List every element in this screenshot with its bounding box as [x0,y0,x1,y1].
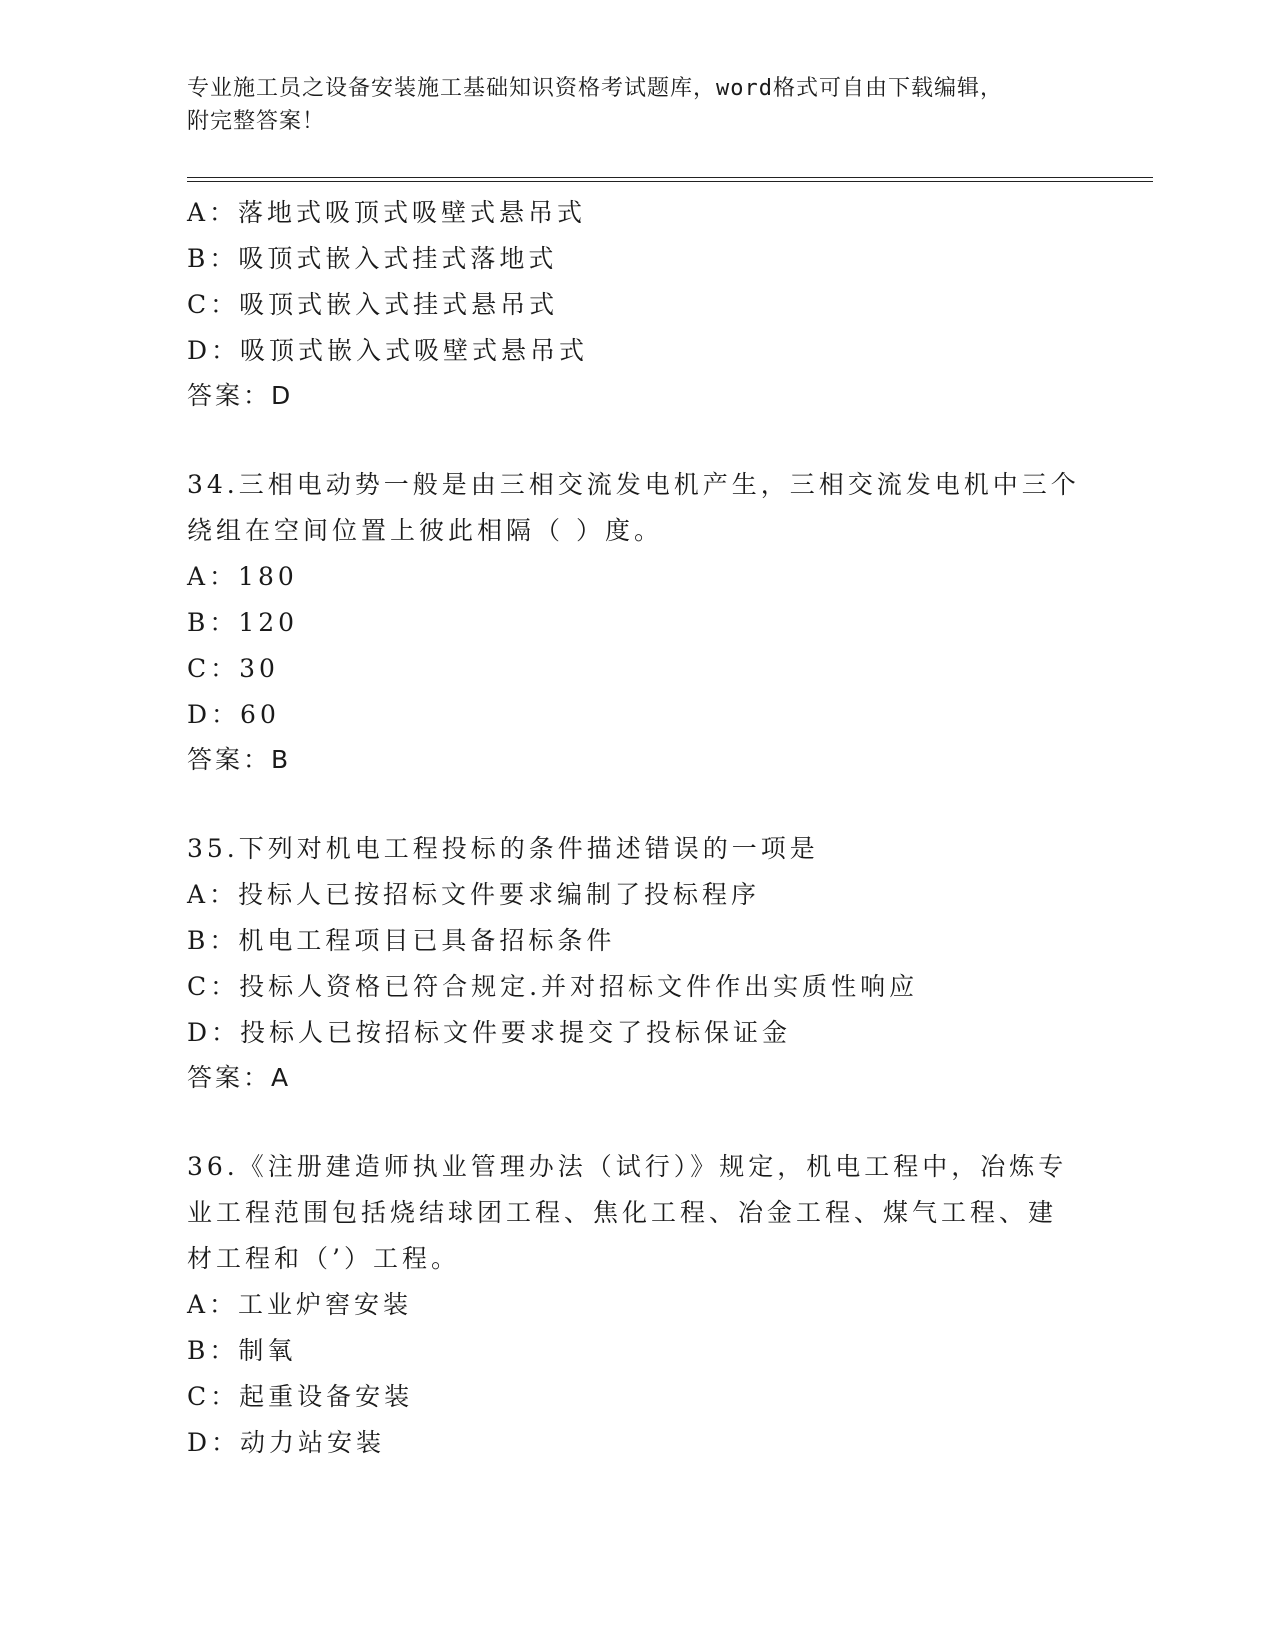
option-a: A：180 [187,562,298,591]
option-b: B：制氧 [187,1336,297,1365]
option-a: A：落地式吸顶式吸壁式悬吊式 [187,198,587,227]
question-34 [187,462,1087,782]
option-d: D：动力站安装 [187,1428,386,1457]
question-33 [187,190,1087,418]
option-d: D：吸顶式嵌入式吸壁式悬吊式 [187,336,589,365]
option-b: B：120 [187,608,299,637]
question-stem-line: 绕组在空间位置上彼此相隔（ ）度。 [187,516,663,545]
answer: 答案：D [187,381,294,410]
option-c: C：起重设备安装 [187,1382,414,1411]
question-stem-line: 35.下列对机电工程投标的条件描述错误的一项是 [187,834,819,863]
header-line-1: 专业施工员之设备安装施工基础知识资格考试题库，word格式可自由下载编辑， [187,76,1003,101]
document-header [187,72,1087,138]
option-b: B：机电工程项目已具备招标条件 [187,926,616,955]
option-d: D：投标人已按招标文件要求提交了投标保证金 [187,1018,792,1047]
question-stem-line: 业工程范围包括烧结球团工程、焦化工程、冶金工程、煤气工程、建 [187,1198,1058,1227]
option-c: C：吸顶式嵌入式挂式悬吊式 [187,290,559,319]
option-b: B：吸顶式嵌入式挂式落地式 [187,244,558,273]
header-line-2: 附完整答案！ [187,109,326,134]
option-c: C：30 [187,654,279,683]
answer: 答案：B [187,745,292,774]
question-35 [187,826,1087,1100]
question-stem-line: 材工程和（’）工程。 [187,1244,460,1273]
option-c: C：投标人资格已符合规定.并对招标文件作出实质性响应 [187,972,919,1001]
option-d: D：60 [187,700,280,729]
header-divider [187,177,1153,182]
question-36 [187,1144,1087,1466]
option-a: A：投标人已按招标文件要求编制了投标程序 [187,880,761,909]
question-stem-line: 34.三相电动势一般是由三相交流发电机产生，三相交流发电机中三个 [187,470,1080,499]
answer: 答案：A [187,1063,292,1092]
question-stem-line: 36.《注册建造师执业管理办法（试行）》规定，机电工程中，冶炼专 [187,1152,1068,1181]
question-list [187,190,1087,1466]
option-a: A：工业炉窖安装 [187,1290,413,1319]
